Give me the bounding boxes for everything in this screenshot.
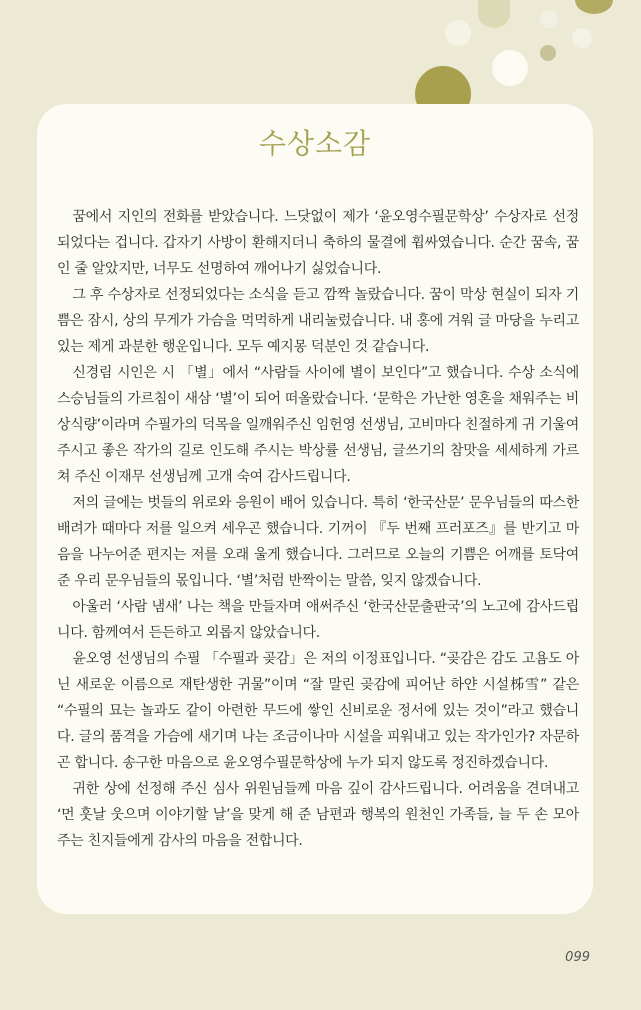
- light-dot: [492, 50, 528, 86]
- paragraph: 그 후 수상자로 선정되었다는 소식을 듣고 깜짝 놀랐습니다. 꿈이 막상 현실이 되자 기쁨은 잠시, 상의 무게가 가슴을 먹먹하게 내리눌렀습니다. 내 홍에 겨워 글 마당을 누리고 있는 제게 과분한 행운입니다. 모두 예지몽 덕분인 것 같습니다.: [57, 287, 579, 355]
- content-card: [37, 104, 593, 914]
- paragraph: 저의 글에는 벗들의 위로와 응원이 배어 있습니다. 특히 ‘한국산문’ 문우님들의 따스한 배려가 때마다 저를 일으켜 세우곤 했습니다. 기꺼이 『두 번째 프러포즈』를 반기고 마음을 나누어준 편지는 저를 오래 울게 했습니다. 그러므로 오늘의 기쁨은 어깨를 토닥여 준 우리 문우님들의 몫입니다. ‘별’처럼 반짝이는 말씀, 잊지 않겠습니다.: [57, 495, 579, 589]
- body-text: [57, 204, 579, 854]
- olive-dot-corner: [575, 0, 613, 14]
- page-title: 수상소감: [258, 127, 372, 160]
- olive-dot-small: [540, 45, 556, 61]
- paragraph: 윤오영 선생님의 수필 「수필과 곶감」은 저의 이정표입니다. “곶감은 감도 고욤도 아닌 새로운 이름으로 재탄생한 귀물”이며 “잘 말린 곶감에 피어난 하얀 시설柹雪” 같은 “수필의 묘는 놀과도 같이 아련한 무드에 쌓인 신비로운 정서에 있는 것이”라고 했습니다. 글의 품격을 가슴에 새기며 나는 조금이나마 시설을 피워내고 있는 작가인가? 자문하곤 합니다. 송구한 마음으로 윤오영수필문학상에 누가 되지 않도록 정진하겠습니다.: [57, 651, 579, 771]
- light-dot: [445, 20, 471, 46]
- light-dot: [540, 10, 558, 28]
- paragraph: 아울러 ‘사람 냄새’ 나는 책을 만들자며 애써주신 ‘한국산문출판국’의 노고에 감사드립니다. 함께여서 든든하고 외롭지 않았습니다.: [57, 599, 579, 641]
- paragraph: 꿈에서 지인의 전화를 받았습니다. 느닷없이 제가 ‘윤오영수필문학상’ 수상자로 선정되었다는 겁니다. 갑자기 사방이 환해지더니 축하의 물결에 휩싸였습니다. 순간 꿈속, 꿈인 줄 알았지만, 너무도 선명하여 깨어나기 싫었습니다.: [57, 209, 579, 277]
- paragraph: 귀한 상에 선정해 주신 심사 위원님들께 마음 깊이 감사드립니다. 어려움을 견뎌내고 ‘먼 훗날 웃으며 이야기할 날’을 맞게 해 준 남편과 행복의 원천인 가족들, 늘 두 손 모아 주는 친지들에게 감사의 마음을 전합니다.: [57, 781, 579, 849]
- page-number: 099: [565, 950, 590, 965]
- light-dot: [572, 28, 592, 48]
- paragraph: 신경림 시인은 시 「별」에서 “사람들 사이에 별이 보인다”고 했습니다. 수상 소식에 스승님들의 가르침이 새삼 ‘별’이 되어 떠올랐습니다. ‘문학은 가난한 영혼을 채워주는 비상식량’이라며 수필가의 덕목을 일깨워주신 임헌영 선생님, 고비마다 친절하게 귀 기울여 주시고 좋은 작가의 길로 인도해 주시는 박상률 선생님, 글쓰기의 참맛을 세세하게 가르쳐 주신 이재무 선생님께 고개 숙여 감사드립니다.: [57, 365, 579, 485]
- light-dot: [478, 0, 510, 28]
